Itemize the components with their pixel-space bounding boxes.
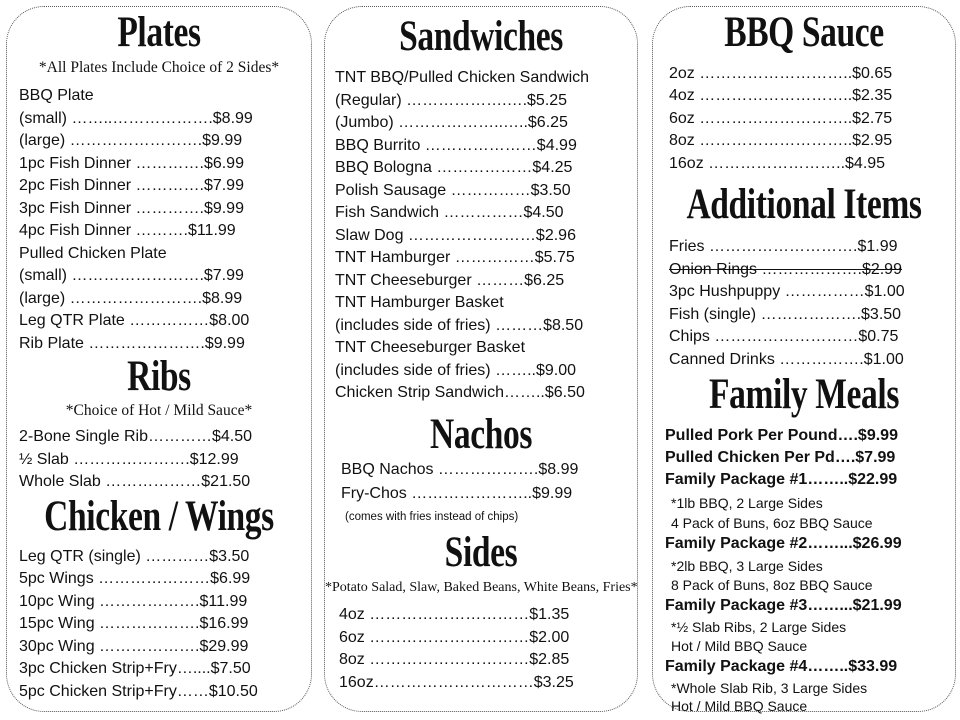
menu-item: 2pc Fish Dinner ………….$7.99 [19,177,244,194]
menu-item: (includes side of fries) ………$8.50 [335,317,584,334]
menu-item: (includes side of fries) ……..$9.00 [335,362,576,379]
nachos-heading: Nachos [429,411,533,458]
menu-item: Pulled Pork Per Pound….$9.99 [665,427,898,444]
menu-item: 1pc Fish Dinner ………….$6.99 [19,155,244,172]
ribs-heading: Ribs [127,353,191,400]
plates-heading: Plates [117,9,201,56]
sides-heading: Sides [444,529,518,576]
menu-item: 2oz ………………………..$0.65 [669,65,893,82]
menu-item: 8oz ………………………..$2.95 [669,132,893,149]
chicken-wings-heading: Chicken / Wings [44,493,274,540]
menu-item: TNT Hamburger Basket [335,294,504,311]
menu-item: Family Package #4……..$33.99 [665,658,898,675]
menu-item: 6oz ………………………..$2.75 [669,110,893,127]
menu-item: 2-Bone Single Rib…………$4.50 [19,428,253,445]
package-detail: *½ Slab Ribs, 2 Large Sides [671,619,847,635]
package-detail: *1lb BBQ, 2 Large Sides [671,495,823,511]
package-detail: *Whole Slab Rib, 3 Large Sides [671,680,868,696]
menu-item: Canned Drinks …………….$1.00 [669,351,904,368]
menu-item: BBQ Plate [19,87,94,104]
menu-item: Leg QTR Plate ……………$8.00 [19,312,250,329]
menu-item: 5pc Chicken Strip+Fry……$10.50 [19,683,258,700]
menu-item: TNT Cheeseburger ………$6.25 [335,272,565,289]
menu-item: 5pc Wings …………………$6.99 [19,570,251,587]
menu-item: BBQ Burrito …………………$4.99 [335,137,577,154]
menu-item: (Jumbo) ………………..…..$6.25 [335,114,568,131]
menu-item: Fries ……………………….$1.99 [669,238,898,255]
menu-item: 10pc Wing ……………….$11.99 [19,593,248,610]
sandwiches-nachos-sides-panel [324,6,638,712]
menu-item: 16oz…………………………$3.25 [339,674,574,691]
menu-item: Slaw Dog ……………………$2.96 [335,227,576,244]
menu-item: Fish (single) ……………….$3.50 [669,306,902,323]
package-detail: 8 Pack of Buns, 8oz BBQ Sauce [671,577,873,593]
menu-item: Chicken Strip Sandwich……..$6.50 [335,384,585,401]
menu-item: Whole Slab ………………$21.50 [19,473,251,490]
menu-item: 3pc Fish Dinner ………….$9.99 [19,200,244,217]
menu-item: ½ Slab ………………….$12.99 [19,451,239,468]
additional-items-heading: Additional Items [686,181,922,228]
menu-item-struck: Onion Rings ……………….$2.99 [669,261,902,278]
menu-item: 4oz ………………………..$2.35 [669,87,893,104]
menu-item: Pulled Chicken Plate [19,245,167,262]
menu-item: TNT BBQ/Pulled Chicken Sandwich [335,69,590,86]
menu-item: 4pc Fish Dinner ……….$11.99 [19,222,236,239]
ribs-subheading: *Choice of Hot / Mild Sauce* [65,402,253,419]
menu-item: (Regular) ……………….….$5.25 [335,92,568,109]
menu-item: (large) …………………….$8.99 [19,290,243,307]
menu-item: Leg QTR (single) …………$3.50 [19,548,250,565]
menu-item: Family Package #1……..$22.99 [665,471,898,488]
menu-item: (small) …………………….$7.99 [19,267,244,284]
menu-item: 3pc Chicken Strip+Fry…....$7.50 [19,660,251,677]
package-detail: Hot / Mild BBQ Sauce [671,698,808,714]
sauce-additional-family-panel [652,6,956,712]
menu-item: Family Package #2……...$26.99 [665,535,902,552]
menu-item: Polish Sausage ……………$3.50 [335,182,571,199]
menu-item: Fry-Chos …………………..$9.99 [341,485,573,502]
menu-item: Fish Sandwich ……………$4.50 [335,204,564,221]
bbq-sauce-heading: BBQ Sauce [724,9,884,56]
menu-item: 3pc Hushpuppy ……………$1.00 [669,283,905,300]
menu-item: (large) …………………….$9.99 [19,132,243,149]
package-detail: Hot / Mild BBQ Sauce [671,638,808,654]
menu-item: 8oz …………………………$2.85 [339,651,570,668]
menu-item: TNT Hamburger ……………$5.75 [335,249,575,266]
menu-item: Chips ………………………$0.75 [669,328,899,345]
nachos-note: (comes with fries instead of chips) [345,511,519,523]
menu-item: Pulled Chicken Per Pd….$7.99 [665,449,896,466]
sandwiches-heading: Sandwiches [399,13,563,60]
menu-item: 16oz ……………………..$4.95 [669,155,886,172]
family-meals-heading: Family Meals [708,371,900,418]
sides-subheading: *Potato Salad, Slaw, Baked Beans, White Beans, Fries* [325,580,638,595]
plates-subheading: *All Plates Include Choice of 2 Sides* [38,59,280,76]
menu-item: BBQ Nachos ……………….$8.99 [341,461,579,478]
menu-item: 15pc Wing ……………….$16.99 [19,615,249,632]
package-detail: *2lb BBQ, 3 Large Sides [671,558,823,574]
package-detail: 4 Pack of Buns, 6oz BBQ Sauce [671,515,873,531]
menu-item: 6oz …………………………$2.00 [339,629,570,646]
menu-item: (small) ……..……………….$8.99 [19,110,253,127]
menu-item: BBQ Bologna ………………$4.25 [335,159,573,176]
menu-item: Family Package #3……...$21.99 [665,597,902,614]
menu-item: Rib Plate ………………….$9.99 [19,335,245,352]
menu-item: TNT Cheeseburger Basket [335,339,526,356]
menu-item: 4oz …………………………$1.35 [339,606,570,623]
plates-ribs-chicken-panel [6,6,312,712]
menu-item: 30pc Wing ……………….$29.99 [19,638,249,655]
